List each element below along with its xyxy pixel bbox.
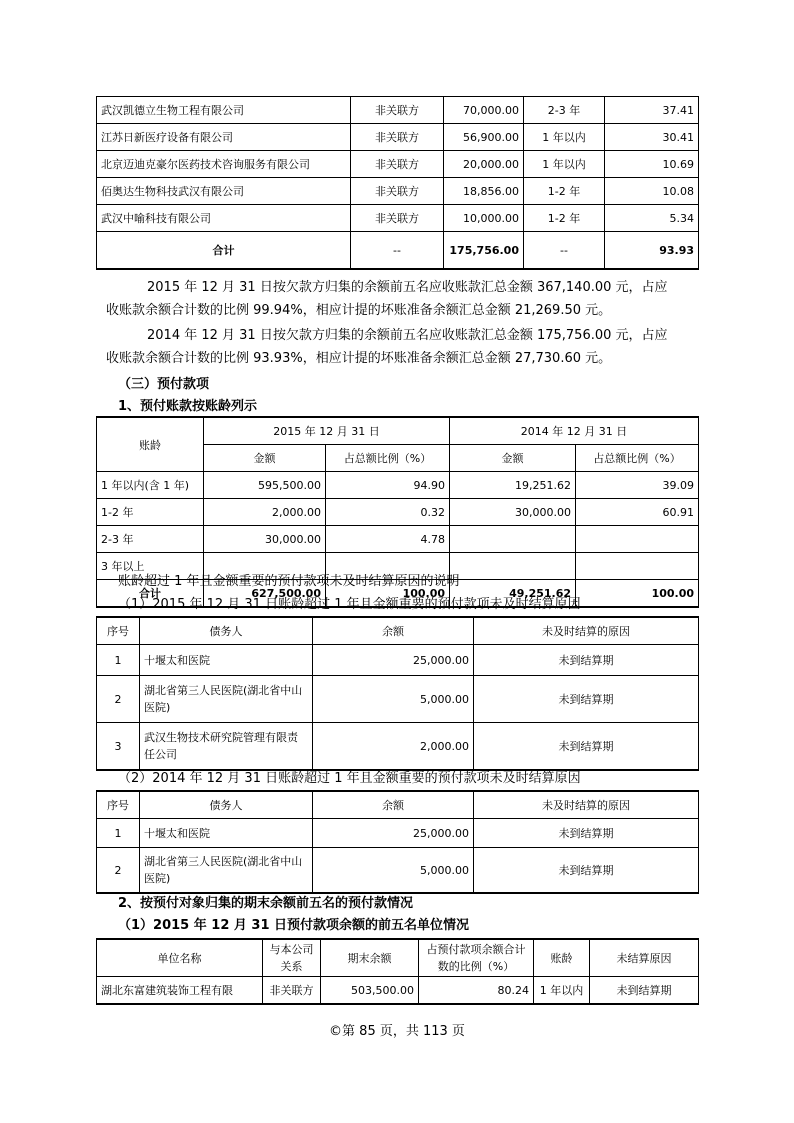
debtor-name: 北京迈迪克豪尔医药技术咨询服务有限公司	[97, 151, 351, 178]
header-age: 账龄	[534, 939, 590, 977]
amount-2015: 595,500.00	[204, 472, 326, 499]
relation: 非关联方	[263, 977, 321, 1005]
table-row	[97, 205, 699, 232]
amount: 70,000.00	[444, 97, 524, 124]
ratio: 80.24	[419, 977, 534, 1005]
ratio: 10.69	[605, 151, 699, 178]
header-ratio: 占预付款项余额合计数的比例（%）	[419, 939, 534, 977]
header-debtor: 债务人	[140, 617, 313, 645]
amount-2015: 30,000.00	[204, 526, 326, 553]
age: 1 年以内	[524, 124, 605, 151]
table-row	[97, 645, 699, 676]
debtor: 湖北省第三人民医院(湖北省中山医院)	[140, 848, 313, 894]
age: 2-3 年	[524, 97, 605, 124]
row-no: 1	[97, 645, 140, 676]
age: 1-2 年	[97, 499, 204, 526]
header-reason: 未及时结算的原因	[474, 617, 699, 645]
relation: 非关联方	[351, 124, 444, 151]
table-row	[97, 97, 699, 124]
amount-2014: 19,251.62	[450, 472, 576, 499]
reason: 未到结算期	[474, 819, 699, 848]
relation: 非关联方	[351, 151, 444, 178]
subheading-top5-2015: （1）2015 年 12 月 31 日预付款项余额的前五名单位情况	[118, 918, 470, 933]
header-balance: 余额	[313, 791, 474, 819]
total-label: 合计	[97, 232, 351, 270]
header-ratio-2014: 占总额比例（%）	[576, 445, 699, 472]
table-row	[97, 977, 699, 1005]
subheading-2015-overdue: （1）2015 年 12 月 31 日账龄超过 1 年且金额重要的预付款项未及时结算原因	[118, 597, 581, 612]
overdue-2014-table	[96, 790, 699, 894]
row-no: 1	[97, 819, 140, 848]
table-row	[97, 526, 699, 553]
reason: 未到结算期	[474, 723, 699, 771]
total-age: --	[524, 232, 605, 270]
ratio: 37.41	[605, 97, 699, 124]
table-row	[97, 151, 699, 178]
paragraph-2015-line1: 2015 年 12 月 31 日按欠款方归集的余额前五名应收账款汇总金额 367,140.00 元，占应	[147, 280, 668, 295]
relation: 非关联方	[351, 205, 444, 232]
age: 3 年以上	[97, 553, 204, 580]
total-ratio-2015: 100.00	[326, 580, 450, 608]
table-row	[97, 124, 699, 151]
header-no: 序号	[97, 791, 140, 819]
balance: 503,500.00	[321, 977, 419, 1005]
header-2015: 2015 年 12 月 31 日	[204, 417, 450, 445]
header-balance: 期末余额	[321, 939, 419, 977]
header-no: 序号	[97, 617, 140, 645]
debtor: 湖北省第三人民医院(湖北省中山医院)	[140, 676, 313, 723]
amount-2015: 2,000.00	[204, 499, 326, 526]
amount: 10,000.00	[444, 205, 524, 232]
balance: 5,000.00	[313, 676, 474, 723]
debtor: 十堰太和医院	[140, 645, 313, 676]
ratio-2014	[576, 553, 699, 580]
reason: 未到结算期	[474, 676, 699, 723]
table-row	[97, 472, 699, 499]
relation: 非关联方	[351, 97, 444, 124]
ratio-2014: 39.09	[576, 472, 699, 499]
paragraph-2014-line2: 收账款余额合计数的比例 93.93%，相应计提的坏账准备余额汇总金额 27,730.60 元。	[106, 351, 612, 366]
table-row	[97, 848, 699, 894]
ratio-2014	[576, 526, 699, 553]
reason: 未到结算期	[474, 645, 699, 676]
header-2014: 2014 年 12 月 31 日	[450, 417, 699, 445]
age: 1 年以内(含 1 年)	[97, 472, 204, 499]
balance: 5,000.00	[313, 848, 474, 894]
header-ratio-2015: 占总额比例（%）	[326, 445, 450, 472]
amount: 18,856.00	[444, 178, 524, 205]
balance: 25,000.00	[313, 645, 474, 676]
total-amount-2014: 49,251.62	[450, 580, 576, 608]
age: 1 年以内	[534, 977, 590, 1005]
note-title: 账龄超过 1 年且金额重要的预付款项未及时结算原因的说明	[118, 574, 460, 589]
ratio-2015: 4.78	[326, 526, 450, 553]
row-no: 2	[97, 676, 140, 723]
ratio: 5.34	[605, 205, 699, 232]
age: 1 年以内	[524, 151, 605, 178]
amount: 56,900.00	[444, 124, 524, 151]
header-balance: 余额	[313, 617, 474, 645]
age: 1-2 年	[524, 205, 605, 232]
debtor-name: 佰奥达生物科技武汉有限公司	[97, 178, 351, 205]
section-heading-prepayments: （三）预付款项	[118, 377, 210, 392]
debtor-name: 武汉凯德立生物工程有限公司	[97, 97, 351, 124]
amount: 20,000.00	[444, 151, 524, 178]
amount-2014	[450, 526, 576, 553]
age: 1-2 年	[524, 178, 605, 205]
header-amount-2015: 金额	[204, 445, 326, 472]
total-amount: 175,756.00	[444, 232, 524, 270]
subsection-heading-aging: 1、预付账款按账龄列示	[118, 399, 258, 414]
relation: 非关联方	[351, 178, 444, 205]
table-row	[97, 676, 699, 723]
amount-2014	[450, 553, 576, 580]
top5-prepayments-table	[96, 938, 699, 1005]
header-amount-2014: 金额	[450, 445, 576, 472]
table-row	[97, 499, 699, 526]
total-relation: --	[351, 232, 444, 270]
paragraph-2014-line1: 2014 年 12 月 31 日按欠款方归集的余额前五名应收账款汇总金额 175,756.00 元，占应	[147, 328, 668, 343]
reason: 未到结算期	[474, 848, 699, 894]
subheading-2014-overdue: （2）2014 年 12 月 31 日账龄超过 1 年且金额重要的预付款项未及时结算原因	[118, 771, 581, 786]
page-footer: ©第 85 页，共 113 页	[329, 1024, 465, 1039]
amount-2014: 30,000.00	[450, 499, 576, 526]
total-label: 合计	[97, 580, 204, 608]
total-ratio: 93.93	[605, 232, 699, 270]
debtor: 十堰太和医院	[140, 819, 313, 848]
debtor-name: 武汉中喻科技有限公司	[97, 205, 351, 232]
age: 2-3 年	[97, 526, 204, 553]
header-age: 账龄	[97, 417, 204, 472]
paragraph-2015-line2: 收账款余额合计数的比例 99.94%，相应计提的坏账准备余额汇总金额 21,269.50 元。	[106, 303, 612, 318]
table-row	[97, 178, 699, 205]
ratio-2015: 0.32	[326, 499, 450, 526]
header-relation: 与本公司关系	[263, 939, 321, 977]
table-row	[97, 723, 699, 771]
subsection-heading-top5: 2、按预付对象归集的期末余额前五名的预付款情况	[118, 896, 414, 911]
header-reason: 未结算原因	[590, 939, 699, 977]
top-debtors-table	[96, 96, 699, 270]
reason: 未到结算期	[590, 977, 699, 1005]
balance: 2,000.00	[313, 723, 474, 771]
ratio-2014: 60.91	[576, 499, 699, 526]
header-reason: 未及时结算的原因	[474, 791, 699, 819]
ratio: 30.41	[605, 124, 699, 151]
ratio: 10.08	[605, 178, 699, 205]
ratio-2015: 94.90	[326, 472, 450, 499]
total-amount-2015: 627,500.00	[204, 580, 326, 608]
row-no: 2	[97, 848, 140, 894]
table-row	[97, 819, 699, 848]
total-ratio-2014: 100.00	[576, 580, 699, 608]
total-row	[97, 232, 699, 270]
debtor-name: 江苏日新医疗设备有限公司	[97, 124, 351, 151]
header-unit-name: 单位名称	[97, 939, 263, 977]
unit-name: 湖北东富建筑装饰工程有限	[97, 977, 263, 1005]
balance: 25,000.00	[313, 819, 474, 848]
debtor: 武汉生物技术研究院管理有限责任公司	[140, 723, 313, 771]
row-no: 3	[97, 723, 140, 771]
header-debtor: 债务人	[140, 791, 313, 819]
overdue-2015-table	[96, 616, 699, 771]
